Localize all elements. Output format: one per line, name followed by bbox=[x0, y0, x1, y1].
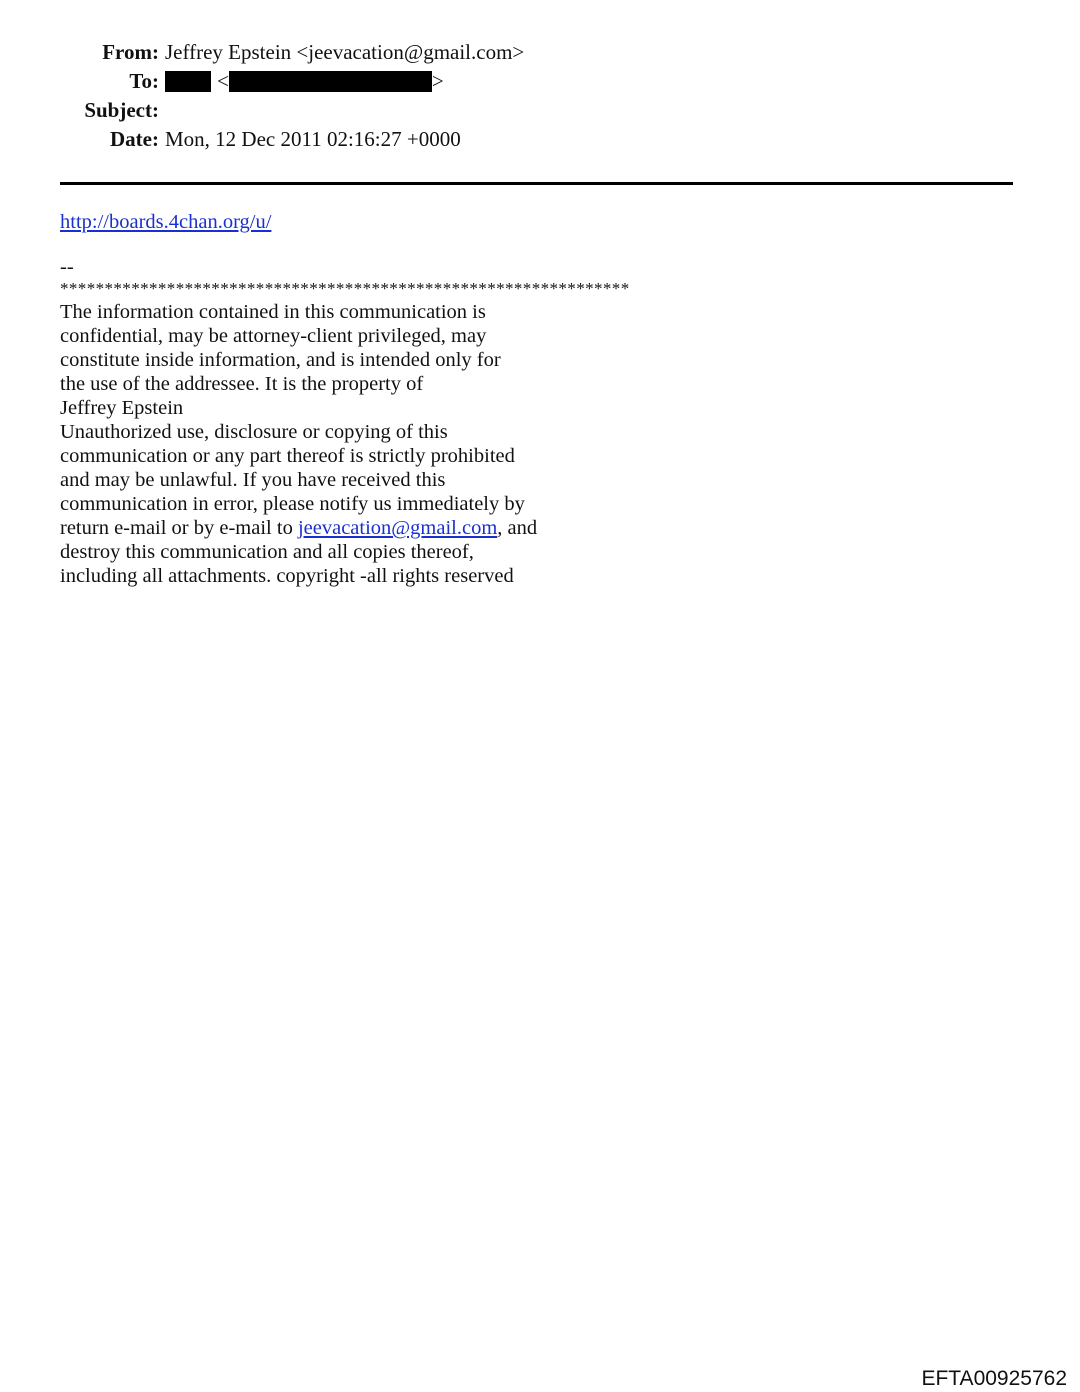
disclaimer-line: confidential, may be attorney-client privileged, may bbox=[60, 325, 487, 347]
asterisk-separator: **************************************************************** bbox=[60, 279, 630, 298]
disclaimer-line: communication or any part thereof is strictly prohibited bbox=[60, 445, 515, 467]
return-line-prefix: return e-mail or by e-mail to bbox=[60, 517, 298, 539]
body-url-link[interactable]: http://boards.4chan.org/u/ bbox=[60, 211, 272, 233]
disclaimer-line: Jeffrey Epstein bbox=[60, 397, 184, 419]
disclaimer-line: including all attachments. copyright -all rights reserved bbox=[60, 565, 514, 587]
email-body bbox=[60, 210, 1020, 588]
disclaimer-line: constitute inside information, and is intended only for bbox=[60, 349, 501, 371]
to-open-bracket: < bbox=[217, 69, 229, 93]
disclaimer-line: The information contained in this communication is bbox=[60, 301, 486, 323]
to-value bbox=[165, 67, 444, 96]
header-divider bbox=[60, 182, 1013, 185]
bates-number: EFTA00925762 bbox=[921, 1367, 1067, 1390]
from-value: Jeffrey Epstein <jeevacation@gmail.com> bbox=[165, 40, 525, 64]
email-header bbox=[0, 38, 1080, 154]
disclaimer-return-line bbox=[60, 516, 1020, 540]
disclaimer-line: Unauthorized use, disclosure or copying of this bbox=[60, 421, 448, 443]
from-row bbox=[0, 38, 1080, 67]
date-row bbox=[0, 125, 1080, 154]
disclaimer-line: communication in error, please notify us immediately by bbox=[60, 493, 525, 515]
to-row bbox=[0, 67, 1080, 96]
redaction-bar bbox=[229, 71, 432, 92]
signature-dash: -- bbox=[60, 256, 74, 278]
subject-label: Subject: bbox=[84, 98, 159, 122]
from-label: From: bbox=[102, 40, 159, 64]
to-label: To: bbox=[129, 69, 159, 93]
disclaimer-line: destroy this communication and all copies thereof, bbox=[60, 541, 474, 563]
url-line bbox=[60, 210, 1020, 238]
redaction-bar bbox=[165, 71, 211, 92]
return-line-suffix: , and bbox=[497, 517, 538, 539]
confidentiality-disclaimer bbox=[60, 300, 1020, 588]
date-label: Date: bbox=[110, 127, 159, 151]
to-close-bracket: > bbox=[431, 69, 444, 93]
date-value: Mon, 12 Dec 2011 02:16:27 +0000 bbox=[165, 127, 461, 151]
disclaimer-email-link[interactable]: jeevacation@gmail.com bbox=[297, 517, 498, 539]
disclaimer-line: and may be unlawful. If you have received this bbox=[60, 469, 446, 491]
subject-row bbox=[0, 96, 1080, 125]
disclaimer-line: the use of the addressee. It is the property of bbox=[60, 373, 424, 395]
